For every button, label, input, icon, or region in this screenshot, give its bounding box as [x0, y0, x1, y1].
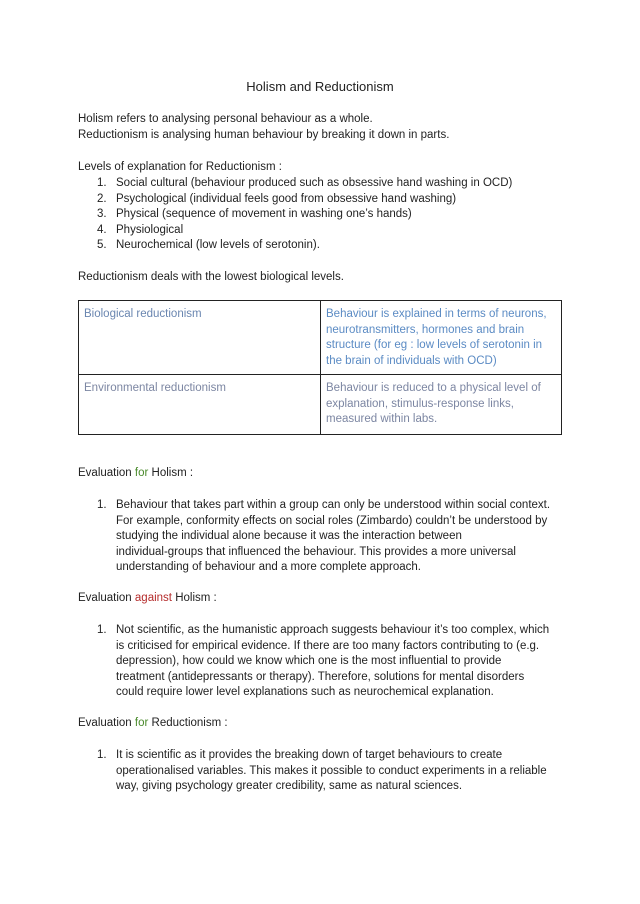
- eval-against-holism-heading: Evaluation against Holism :: [78, 592, 217, 604]
- intro-line-reductionism: Reductionism is analysing human behaviour by breaking it down in parts.: [78, 128, 450, 141]
- intro-line-holism: Holism refers to analysing personal behaviour as a whole.: [78, 113, 373, 125]
- list-item: 5. Neurochemical (low levels of serotonin).: [97, 239, 320, 251]
- eval-for-holism-heading: Evaluation for Holism :: [78, 467, 194, 479]
- table-cell-definition: Behaviour is reduced to a physical level of explanation, stimulus-response links, measured within labs.: [321, 375, 562, 435]
- list-item: 2. Psychological (individual feels good from obsessive hand washing): [97, 192, 457, 205]
- list-item: 1. Social cultural (behaviour produced such as obsessive hand washing in OCD): [97, 177, 513, 189]
- for-keyword: for: [134, 717, 149, 729]
- levels-heading: Levels of explanation for Reductionism :: [78, 161, 282, 173]
- eval-against-holism-point: 1. Not scientific, as the humanistic approach suggests behaviour it’s too complex, which is criticised for empirical evidence. If there are too many factors contributing to (e.g. depression), how could we know which one is the most influential to provide treatment (antidepressants or therapy). Therefore, solutions for mental disorders could require lower level explanations such as neurochemical explanation.: [97, 624, 550, 698]
- lowest-levels-note: Reductionism deals with the lowest biological levels.: [78, 271, 344, 283]
- definitions-table: [78, 300, 562, 435]
- eval-for-reductionism-point: 1. It is scientific as it provides the breaking down of target behaviours to create operationalised variables. This makes it possible to conduct experiments in a reliable way, giving psychology greater credibility, same as natural sciences.: [97, 749, 547, 792]
- table-cell-term: Biological reductionism: [79, 301, 321, 375]
- levels-list: [78, 176, 568, 254]
- intro-paragraph: [78, 112, 568, 143]
- page-title: Holism and Reductionism: [246, 79, 394, 94]
- table-row: [79, 375, 562, 435]
- against-keyword: against: [134, 592, 172, 604]
- list-item: 3. Physical (sequence of movement in washing one’s hands): [97, 208, 412, 220]
- table-cell-term: Environmental reductionism: [79, 375, 321, 435]
- table-row: [79, 301, 562, 375]
- for-keyword: for: [134, 467, 149, 479]
- table-cell-definition: Behaviour is explained in terms of neurons, neurotransmitters, hormones and brain structure (for eg : low levels of serotonin in the brain of individuals with OCD): [321, 301, 562, 375]
- list-item: 4. Physiological: [97, 223, 184, 236]
- eval-for-reductionism-heading: Evaluation for Reductionism :: [78, 717, 228, 729]
- eval-for-holism-point: 1. Behaviour that takes part within a group can only be understood within social context. For example, conformity effects on social roles (Zimbardo) couldn’t be understood by studying the individual alone because it was the interaction between individual-groups that influenced the behaviour. This provides a more universal understanding of behaviour and a more complete approach.: [97, 499, 551, 573]
